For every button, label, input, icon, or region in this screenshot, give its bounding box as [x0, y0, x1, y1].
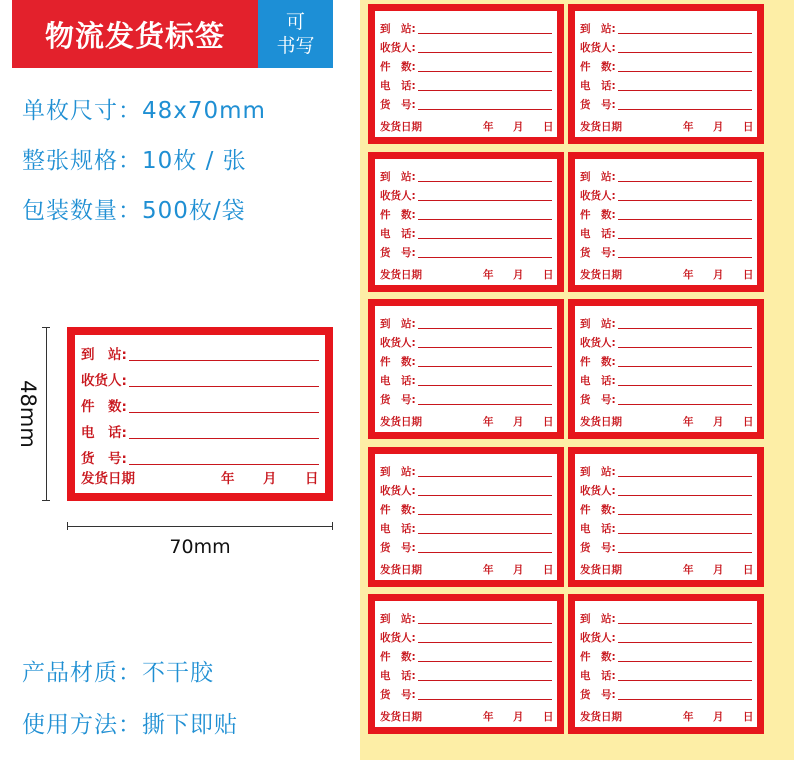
year-label: 年: [221, 471, 235, 487]
year-label: 年: [683, 564, 694, 576]
sheet-date-row: [580, 709, 752, 723]
width-tick-left: [67, 522, 68, 530]
sheet-date-row: [580, 119, 752, 133]
label-sheet: [360, 0, 794, 760]
day-label: 日: [743, 269, 754, 281]
month-label: 月: [713, 121, 724, 133]
field-label: 到 站:: [580, 171, 616, 183]
sheet-field-count: [580, 205, 752, 222]
sheet-field-phone: [580, 76, 752, 93]
sheet-field-number: [380, 243, 552, 260]
field-label: 收货人:: [380, 42, 416, 54]
sheet-label: [568, 594, 764, 734]
sheet-field-station: [580, 19, 752, 36]
spec-sheet: 整张规格：10枚 / 张: [22, 148, 247, 174]
field-label: 件 数:: [580, 209, 616, 221]
sheet-field-count: [380, 205, 552, 222]
sample-field-number: [81, 447, 319, 467]
sheet-date-row: [380, 267, 552, 281]
product-title: 物流发货标签: [12, 0, 258, 68]
sample-date-row: [81, 467, 319, 487]
sheet-field-receiver: [580, 186, 752, 203]
field-label: 货 号:: [580, 542, 616, 554]
year-label: 年: [683, 269, 694, 281]
field-label: 收货人:: [380, 337, 416, 349]
sheet-label: [368, 4, 564, 144]
spec-size: 单枚尺寸：48x70mm: [22, 98, 266, 124]
sheet-field-receiver: [580, 481, 752, 498]
day-label: 日: [543, 416, 554, 428]
field-label: 件 数:: [81, 399, 127, 415]
field-label: 货 号:: [580, 394, 616, 406]
day-label: 日: [543, 269, 554, 281]
day-label: 日: [543, 121, 554, 133]
sheet-label-body: [375, 306, 557, 432]
sample-field-count: [81, 395, 319, 415]
month-label: 月: [513, 711, 524, 723]
field-label: 到 站:: [580, 466, 616, 478]
year-label: 年: [483, 416, 494, 428]
sheet-field-station: [380, 19, 552, 36]
sheet-label: [568, 447, 764, 587]
date-label: 发货日期: [380, 564, 422, 576]
sheet-field-station: [580, 314, 752, 331]
sheet-field-number: [380, 390, 552, 407]
date-label: 发货日期: [380, 121, 422, 133]
field-label: 件 数:: [380, 651, 416, 663]
sheet-field-station: [380, 462, 552, 479]
sheet-field-number: [580, 685, 752, 702]
date-label: 发货日期: [580, 121, 622, 133]
sheet-field-count: [580, 352, 752, 369]
month-label: 月: [513, 269, 524, 281]
field-label: 电 话:: [580, 670, 616, 682]
sheet-label: [568, 152, 764, 292]
sheet-date-row: [380, 119, 552, 133]
date-label: 发货日期: [380, 416, 422, 428]
sheet-field-count: [580, 57, 752, 74]
sheet-field-number: [380, 685, 552, 702]
year-label: 年: [683, 711, 694, 723]
field-label: 到 站:: [380, 318, 416, 330]
sheet-field-station: [580, 609, 752, 626]
writable-badge: [258, 0, 333, 68]
field-label: 件 数:: [380, 61, 416, 73]
field-label: 货 号:: [380, 99, 416, 111]
sheet-field-count: [380, 500, 552, 517]
field-label: 件 数:: [580, 356, 616, 368]
month-label: 月: [713, 269, 724, 281]
date-label: 发货日期: [580, 564, 622, 576]
sheet-field-phone: [380, 371, 552, 388]
month-label: 月: [513, 564, 524, 576]
field-label: 货 号:: [380, 542, 416, 554]
day-label: 日: [743, 564, 754, 576]
year-label: 年: [483, 564, 494, 576]
month-label: 月: [713, 711, 724, 723]
day-label: 日: [743, 416, 754, 428]
height-tick-bottom: [42, 500, 50, 501]
day-label: 日: [543, 711, 554, 723]
field-label: 电 话:: [580, 228, 616, 240]
sheet-field-count: [380, 352, 552, 369]
field-label: 电 话:: [380, 80, 416, 92]
date-label: 发货日期: [81, 471, 135, 487]
sheet-field-count: [380, 57, 552, 74]
field-label: 电 话:: [380, 228, 416, 240]
height-tick-top: [42, 327, 50, 328]
sheet-date-row: [380, 709, 552, 723]
day-label: 日: [743, 711, 754, 723]
sheet-field-count: [580, 500, 752, 517]
sheet-field-receiver: [380, 333, 552, 350]
width-dimension-line: [67, 526, 333, 527]
sheet-field-phone: [580, 666, 752, 683]
sheet-field-receiver: [380, 481, 552, 498]
sheet-field-phone: [580, 519, 752, 536]
sheet-field-number: [580, 95, 752, 112]
field-label: 货 号:: [580, 689, 616, 701]
sheet-label-body: [575, 601, 757, 727]
sheet-field-receiver: [580, 38, 752, 55]
height-dimension-line: [46, 327, 47, 501]
sheet-field-receiver: [380, 186, 552, 203]
sheet-label-body: [375, 601, 557, 727]
field-label: 收货人:: [580, 632, 616, 644]
month-label: 月: [513, 121, 524, 133]
width-tick-right: [332, 522, 333, 530]
sheet-field-phone: [580, 224, 752, 241]
field-label: 电 话:: [81, 425, 127, 441]
field-label: 收货人:: [580, 337, 616, 349]
field-label: 到 站:: [580, 318, 616, 330]
field-label: 电 话:: [580, 80, 616, 92]
sheet-field-station: [580, 167, 752, 184]
sheet-label: [368, 447, 564, 587]
sample-field-station: [81, 343, 319, 363]
field-label: 货 号:: [380, 394, 416, 406]
field-label: 电 话:: [380, 523, 416, 535]
date-label: 发货日期: [380, 269, 422, 281]
sheet-label-body: [375, 454, 557, 580]
field-label: 件 数:: [580, 651, 616, 663]
date-label: 发货日期: [580, 416, 622, 428]
height-dimension-label: 48mm: [16, 380, 40, 448]
field-label: 到 站:: [380, 613, 416, 625]
sheet-field-phone: [380, 666, 552, 683]
field-label: 到 站:: [580, 613, 616, 625]
field-label: 收货人:: [580, 190, 616, 202]
sheet-field-number: [580, 243, 752, 260]
spec-usage: 使用方法：撕下即贴: [22, 712, 238, 738]
day-label: 日: [305, 471, 319, 487]
sheet-field-count: [580, 647, 752, 664]
badge-line-1: 可: [285, 11, 305, 33]
field-label: 收货人:: [380, 485, 416, 497]
field-label: 收货人:: [380, 632, 416, 644]
date-label: 发货日期: [580, 711, 622, 723]
day-label: 日: [743, 121, 754, 133]
sheet-field-number: [580, 390, 752, 407]
spec-material: 产品材质：不干胶: [22, 660, 214, 686]
field-label: 件 数:: [380, 209, 416, 221]
sheet-label-body: [575, 306, 757, 432]
sheet-label-body: [575, 11, 757, 137]
field-label: 收货人:: [380, 190, 416, 202]
field-label: 到 站:: [380, 171, 416, 183]
sheet-label: [568, 299, 764, 439]
field-label: 到 站:: [380, 23, 416, 35]
field-label: 件 数:: [380, 504, 416, 516]
sheet-field-receiver: [380, 38, 552, 55]
field-label: 电 话:: [380, 375, 416, 387]
field-label: 货 号:: [81, 451, 127, 467]
field-label: 电 话:: [580, 523, 616, 535]
sheet-label: [368, 594, 564, 734]
sheet-field-station: [580, 462, 752, 479]
month-label: 月: [263, 471, 277, 487]
sheet-date-row: [580, 414, 752, 428]
year-label: 年: [683, 416, 694, 428]
sheet-field-station: [380, 167, 552, 184]
month-label: 月: [513, 416, 524, 428]
field-label: 电 话:: [580, 375, 616, 387]
sheet-field-phone: [380, 76, 552, 93]
field-label: 收货人:: [580, 42, 616, 54]
sheet-field-phone: [380, 519, 552, 536]
date-label: 发货日期: [580, 269, 622, 281]
sheet-field-phone: [380, 224, 552, 241]
field-label: 到 站:: [380, 466, 416, 478]
sheet-field-station: [380, 609, 552, 626]
field-label: 货 号:: [580, 247, 616, 259]
year-label: 年: [683, 121, 694, 133]
year-label: 年: [483, 269, 494, 281]
sheet-date-row: [580, 267, 752, 281]
sheet-field-receiver: [380, 628, 552, 645]
month-label: 月: [713, 416, 724, 428]
width-dimension-label: 70mm: [169, 536, 231, 558]
sheet-label: [568, 4, 764, 144]
sheet-field-receiver: [580, 333, 752, 350]
date-label: 发货日期: [380, 711, 422, 723]
day-label: 日: [543, 564, 554, 576]
spec-package: 包装数量：500枚/袋: [22, 198, 246, 224]
sample-label-body: [75, 335, 325, 493]
sheet-field-number: [580, 538, 752, 555]
sample-field-receiver: [81, 369, 319, 389]
sheet-field-station: [380, 314, 552, 331]
sheet-field-phone: [580, 371, 752, 388]
field-label: 电 话:: [380, 670, 416, 682]
sheet-field-receiver: [580, 628, 752, 645]
sheet-label-body: [375, 11, 557, 137]
sample-field-phone: [81, 421, 319, 441]
sheet-field-number: [380, 95, 552, 112]
sheet-label-body: [375, 159, 557, 285]
field-label: 收货人:: [580, 485, 616, 497]
field-label: 收货人:: [81, 373, 127, 389]
field-label: 件 数:: [580, 504, 616, 516]
field-label: 货 号:: [580, 99, 616, 111]
sheet-field-count: [380, 647, 552, 664]
field-label: 货 号:: [380, 247, 416, 259]
sheet-date-row: [380, 414, 552, 428]
field-label: 到 站:: [580, 23, 616, 35]
field-label: 件 数:: [580, 61, 616, 73]
sheet-label-body: [575, 454, 757, 580]
sheet-date-row: [380, 562, 552, 576]
year-label: 年: [483, 121, 494, 133]
sheet-label: [368, 152, 564, 292]
field-label: 到 站:: [81, 347, 127, 363]
field-label: 货 号:: [380, 689, 416, 701]
year-label: 年: [483, 711, 494, 723]
sheet-label: [368, 299, 564, 439]
sheet-label-body: [575, 159, 757, 285]
badge-line-2: 书写: [276, 35, 315, 57]
sheet-field-number: [380, 538, 552, 555]
sheet-date-row: [580, 562, 752, 576]
field-label: 件 数:: [380, 356, 416, 368]
sample-label: [67, 327, 333, 501]
month-label: 月: [713, 564, 724, 576]
